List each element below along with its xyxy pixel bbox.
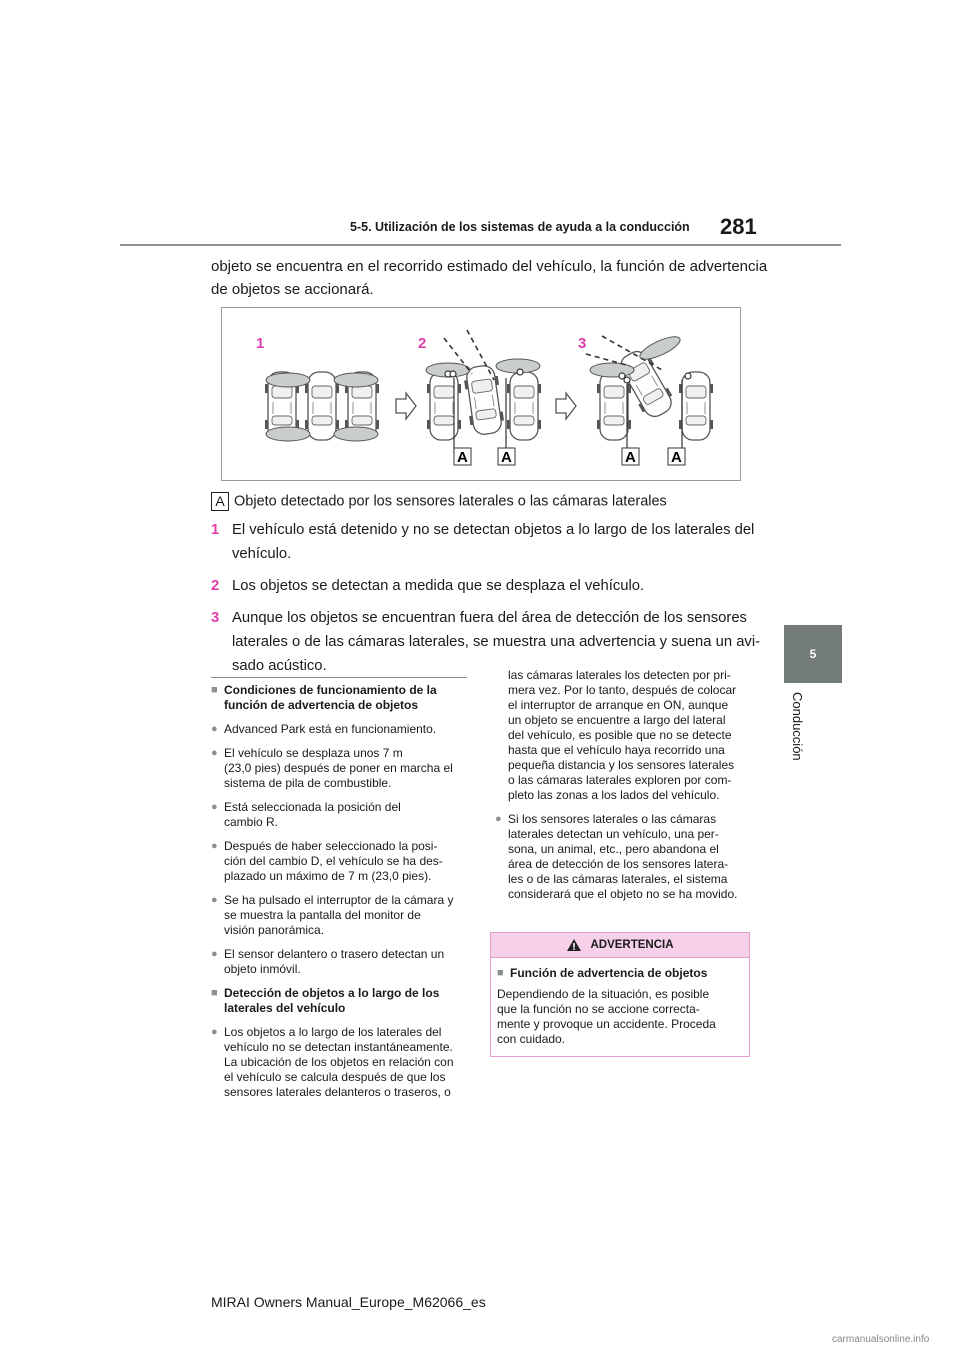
parked-car-icon: [679, 372, 713, 440]
svg-text:A: A: [457, 449, 468, 466]
left-column: [211, 683, 466, 1109]
steps-list: [211, 518, 771, 686]
parked-car-icon: [305, 372, 339, 440]
section-heading: ■ Detección de objetos a lo largo de los laterales del vehículo: [211, 986, 466, 1016]
detection-zone-icon: [266, 373, 310, 387]
callout-a: [454, 448, 685, 466]
page-number: 281: [720, 214, 757, 239]
warning-header: [491, 933, 749, 958]
chapter-tab[interactable]: [784, 625, 842, 683]
figure-legend: [211, 492, 667, 511]
step-item: 1 El vehículo está detenido y no se detectan objetos a lo largo de los laterales del vehículo.: [211, 522, 755, 562]
svg-text:A: A: [625, 449, 636, 466]
watermark: carmanualsonline.info: [832, 1334, 930, 1345]
detection-zone-icon: [334, 427, 378, 441]
stage-label-2: 2: [418, 335, 427, 352]
svg-text:A: A: [501, 449, 512, 466]
warning-triangle-icon: [566, 938, 582, 952]
warning-title: ADVERTENCIA: [590, 939, 674, 951]
intro-paragraph: objeto se encuentra en el recorrido estimado del vehículo, la función de advertencia de objetos se accionará.: [211, 258, 768, 298]
list-item: ● Los objetos a lo largo de los laterales del vehículo no se detectan instantáneamente. La ubicación de los objetos en relación con el vehículo se calcula después de que los sensores laterales delanteros o traseros, o: [211, 1025, 466, 1100]
parked-car-icon: [427, 372, 461, 440]
figure-svg: [222, 308, 740, 480]
detection-zone-icon: [266, 427, 310, 441]
warning-content: ■ Función de advertencia de objetos Dependiendo de la situación, es posible que la función no se accione correcta- mente y provoque un accidente. Proceda con cuidado.: [491, 958, 749, 1047]
footer-text: MIRAI Owners Manual_Europe_M62066_es: [211, 1294, 486, 1310]
moving-car-icon: [462, 364, 505, 436]
list-item: ● Está seleccionada la posición del cambio R.: [211, 800, 466, 830]
legend-key: A: [211, 492, 229, 511]
arrow-right-icon: [396, 393, 416, 419]
warning-box: [490, 932, 750, 1057]
list-item: ● Después de haber seleccionado la posi- ción del cambio D, el vehículo se ha des- plazado un máximo de 7 m (23,0 pies).: [211, 839, 466, 884]
header-divider: [120, 244, 841, 246]
column-divider: [211, 677, 467, 678]
list-item: ● Si los sensores laterales o las cámaras laterales detectan un vehículo, una per- sona, un animal, etc., pero abandona el área de detección de los sensores latera- les o de las cámaras laterales, el sistema considerará que el objeto no se ha movido.: [495, 812, 750, 902]
parked-car-icon: [507, 372, 541, 440]
list-item: ● El vehículo se desplaza unos 7 m (23,0 pies) después de poner en marcha el sistema de pila de combustible.: [211, 746, 466, 791]
step-item: 3 Aunque los objetos se encuentran fuera del área de detección de los sensores laterales o de las cámaras laterales, se muestra una advertencia y suena un avi- sado acústico.: [211, 610, 761, 674]
list-item: ● Advanced Park está en funcionamiento.: [211, 722, 466, 737]
list-item: ● El sensor delantero o trasero detectan un objeto inmóvil.: [211, 947, 466, 977]
arrow-right-icon: [556, 393, 576, 419]
svg-text:A: A: [671, 449, 682, 466]
figure-illustration: [221, 307, 741, 481]
detection-zone-icon: [590, 363, 634, 377]
section-heading: ■ Condiciones de funcionamiento de la función de advertencia de objetos: [211, 683, 466, 713]
stage-label-3: 3: [578, 335, 587, 352]
detection-zone-icon: [334, 373, 378, 387]
stage-label-1: 1: [256, 335, 265, 352]
continued-paragraph: las cámaras laterales los detecten por pri- mera vez. Por lo tanto, después de colocar el interruptor de arranque en ON, aunque un objeto se encuentre a largo del lateral del vehículo, es posible que no se detecte hasta que el vehículo haya recorrido una pequeña distancia y los sensores laterales o las cámaras laterales exploren por com- pleto las zonas a los lados del vehículo.: [508, 668, 737, 802]
chapter-tab-number: 5: [809, 647, 817, 661]
right-column: [495, 668, 750, 911]
warning-heading: ■ Función de advertencia de objetos: [497, 966, 743, 981]
list-item: ● Se ha pulsado el interruptor de la cámara y se muestra la pantalla del monitor de visión panorámica.: [211, 893, 466, 938]
legend-text: Objeto detectado por los sensores laterales o las cámaras laterales: [234, 493, 667, 510]
section-title: 5-5. Utilización de los sistemas de ayuda a la conducción: [350, 220, 690, 234]
chapter-label: Conducción: [790, 692, 805, 761]
step-item: 2 Los objetos se detectan a medida que se desplaza el vehículo.: [211, 578, 645, 594]
